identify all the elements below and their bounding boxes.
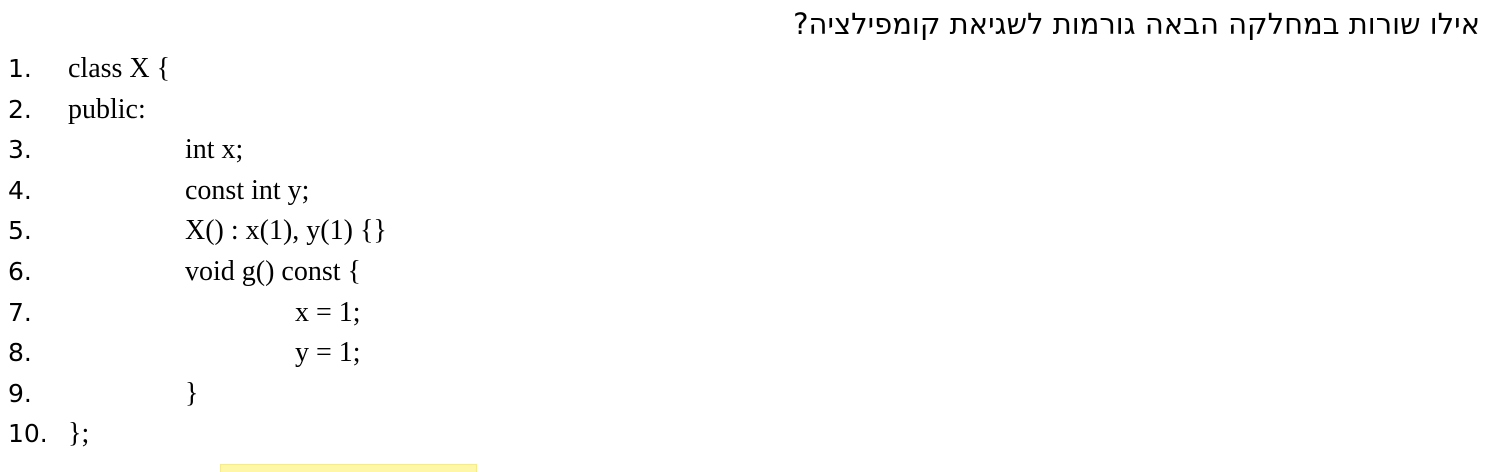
question-text: אילו שורות במחלקה הבאה גורמות לשגיאת קומפילציה? <box>793 7 1480 41</box>
line-number: 9. <box>8 378 32 408</box>
code-text: } <box>185 377 199 409</box>
line-number: 3. <box>8 135 32 165</box>
line-number: 7. <box>8 297 32 327</box>
line-number: 8. <box>8 338 32 368</box>
code-text: X() : x(1), y(1) {} <box>185 215 387 247</box>
line-number: 4. <box>8 175 32 205</box>
line-number: 6. <box>8 256 32 286</box>
line-number: 10. <box>8 419 48 449</box>
code-text: y = 1; <box>295 337 361 369</box>
code-text: int x; <box>185 134 244 166</box>
line-number: 2. <box>8 94 32 124</box>
code-text: }; <box>68 418 90 450</box>
line-number: 1. <box>8 54 32 83</box>
code-text: public: <box>68 93 146 125</box>
line-number: 5. <box>8 216 32 246</box>
code-text: class X { <box>68 53 171 84</box>
code-text: x = 1; <box>295 296 361 328</box>
code-text: const int y; <box>185 174 310 206</box>
code-text: void g() const { <box>185 255 361 287</box>
answer-highlight <box>220 464 477 472</box>
